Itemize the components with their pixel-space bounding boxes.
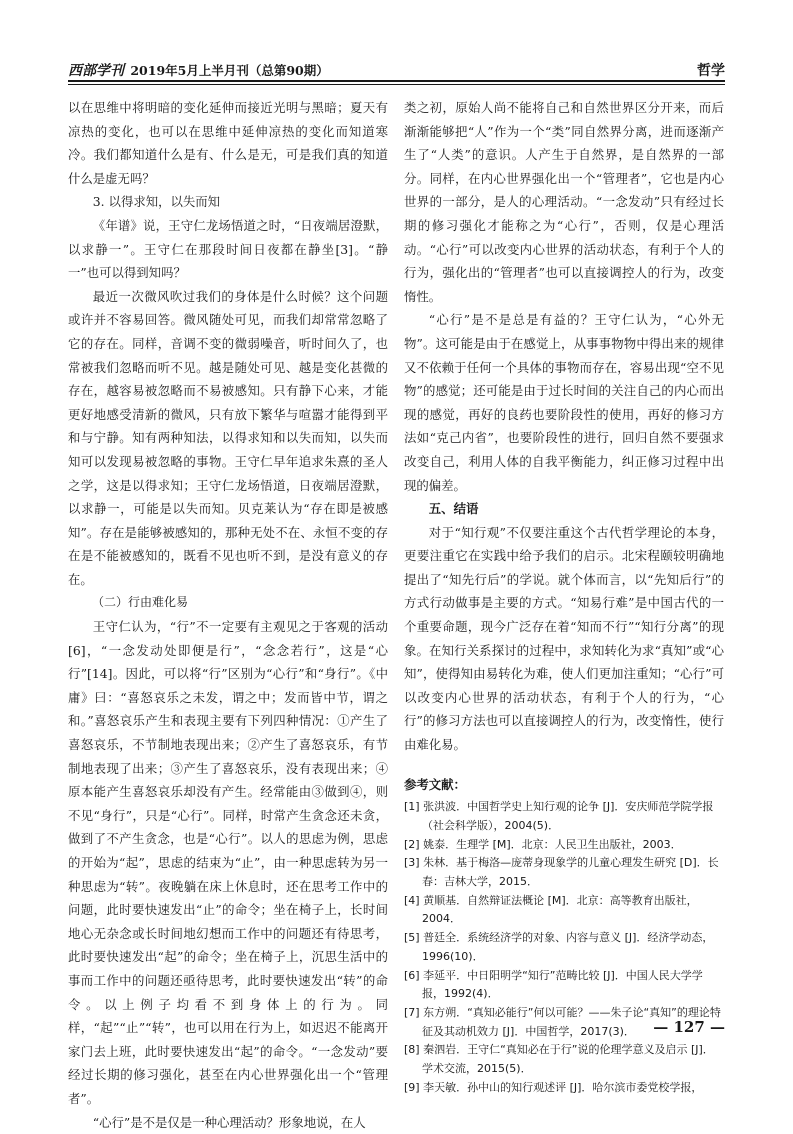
paragraph: “心行”是不是仅是一种心理活动？形象地说，在人 xyxy=(92,1114,366,1130)
reference-item: [8] 秦泗岩．王守仁“真知必在于行”说的伦理学意义及启示 [J]．学术交流，2015(5)． xyxy=(404,1043,714,1076)
issue-info: 2019年5月上半月刊（总第90期） xyxy=(130,63,329,78)
paragraph: 类之初，原始人尚不能将自己和自然世界区分开来，而后渐渐能够把“人”作为一个“类”同自然界分离，进而逐渐产生了“人类”的意识。人产生于自然界，是自然界的一部分。同样，在内心世界强化出一个“管理者”，它也是内心世界的一部分，是人的心理活动。“一念发动”只有经过长期的修习强化才能称之为“心行”，否则，仅是心理活动。“心行”可以改变内心世界的活动状态，有利于个人的行为，强化出的“管理者”也可以直接调控人的行为，改变惰性。 xyxy=(404,100,724,304)
reference-item: [1] 张洪波．中国哲学史上知行观的论争 [J]．安庆师范学院学报（社会科学版），2004(5)． xyxy=(404,800,714,832)
section-heading: 3. 以得求知，以失而知 xyxy=(92,194,221,210)
reference-item: [5] 普廷全．系统经济学的对象、内容与意义 [J]．经济学动态，1996(10)． xyxy=(404,931,714,963)
paragraph: 《年谱》说，王守仁龙场悟道之时，“日夜端居澄默，以求静一”。王守仁在那段时间日夜都在静坐[3]。“静一”也可以得到知吗？ xyxy=(68,217,388,281)
paragraph: 王守仁认为，“行”不一定要有主观见之于客观的活动[6]，“一念发动处即便是行”，“念念若行”，这是“心行”[14]。因此，可以将“行”区别为“心行”和“身行”。《中庸》曰：“喜怒哀乐之未发，谓之中；发而皆中节，谓之和。”喜怒哀乐产生和表现主要有下列四种情况：①产生了喜怒哀乐，不节制地表现出来；②产生了喜怒哀乐，有节制地表现了出来；③产生了喜怒哀乐，没有表现出来；④原本能产生喜怒哀乐却没有产生。经常能由③做到④，则不见“身行”，只是“心行”。同样，时常产生贪念还未贪，做到了不产生贪念，也是“心行”。以人的思虑为例，思虑的开始为“起”，思虑的结束为“止”，由一种思虑转为另一种思虑为“转”。夜晚躺在床上休息时，还在思考工作中的问题，此时要快速发出“止”的命令；坐在椅子上，长时间地心无杂念或长时间地幻想而工作中的问题还有待思考，此时要快速发出“起”的命令；坐在椅子上，沉思生活中的事而工作中的问题还亟待思考，此时要快速发出“转”的命令。以上例子均看不到身体上的行为。同样，“起”“止”“转”，也可以用在行为上，如迟迟不能离开家门去上班，此时要快速发出“起”的命令。“一念发动”要经过长期的修习强化，甚至在内心世界强化出一个“管理者”。 xyxy=(68,619,388,1106)
reference-item: [6] 李延平．中日阳明学“知行”范畴比较 [J]．中国人民大学学报，1992(4)． xyxy=(404,968,703,1001)
journal-name: 西部学刊 xyxy=(68,63,124,79)
section-heading: 五、结语 xyxy=(428,501,479,517)
paragraph: 以在思维中将明暗的变化延伸而接近光明与黑暗；夏天有凉热的变化，也可以在思维中延伸凉热的变化而知道寒冷。我们都知道什么是有、什么是无，可是我们真的知道什么是虚无吗？ xyxy=(68,100,388,186)
reference-item: [2] 姚泰．生理学 [M]．北京：人民卫生出版社，2003． xyxy=(404,837,682,851)
reference-item: [9] 李天敏．孙中山的知行观述评 [J]．哈尔滨市委党校学报， xyxy=(404,1080,703,1094)
subsection-heading: （二）行由难化易 xyxy=(92,595,189,610)
reference-item: [7] 东方朔．“真知必能行”何以可能？——朱子论“真知”的理论特征及其动机效力 [J]．中国哲学，2017(3)． xyxy=(404,1005,721,1038)
running-header xyxy=(68,58,725,80)
paragraph: 最近一次微风吹过我们的身体是什么时候？这个问题或许并不容易回答。微风随处可见，而我们却常常忽略了它的存在。同样，音调不变的微弱噪音，听时间久了，也常被我们忽略而听不见。越是随处可见、越是变化甚微的存在，越容易被忽略而不易被感知。只有静下心来，才能更好地感受清新的微风，只有放下繁华与喧嚣才能得到平和与宁静。知有两种知法，以得求知和以失而知，以失而知可以发现易被忽略的事物。王守仁早年追求朱熹的圣人之学，这是以得求知；王守仁龙场悟道，日夜端居澄默，以求静一，可能是以失而知。贝克莱认为“存在即是被感知”。存在是能够被感知的，那种无处不在、永恒不变的存在是不能被感知的，既看不见也听不到，是没有意义的存在。 xyxy=(68,288,388,587)
reference-item: [3] 朱林．基于梅洛—庞蒂身现象学的儿童心理发生研究 [D]．长春：吉林大学，2015． xyxy=(404,856,719,889)
right-column xyxy=(404,96,724,1097)
right-column-body xyxy=(404,96,724,757)
paragraph: 对于“知行观”不仅要注重这个古代哲学理论的本身，更要注重它在实践中给予我们的启示。北宋程颐较明确地提出了“知先行后”的学说。就个体而言，以“先知后行”的方式行动做事是主要的方式。“知易行难”是中国古代的一个重要命题，现今广泛存在着“知而不行”“知行分离”的现象。在知行关系探讨的过程中，求知转化为求“真知”或“心知”，使得知由易转化为难，使人们更加注重知；“心行”可以改变内心世界的活动状态，有利于个人的行为，“心行”的修习方法也可以直接调控人的行为，改变惰性，使行由难化易。 xyxy=(404,524,724,753)
left-column xyxy=(68,96,388,1134)
reference-item: [4] 黄顺基．自然辩证法概论 [M]．北京：高等教育出版社，2004． xyxy=(404,893,698,926)
header-left xyxy=(68,60,329,80)
header-rule-thick xyxy=(68,80,725,82)
page-number: — 127 — xyxy=(653,1018,725,1036)
references-list xyxy=(404,798,724,1097)
paragraph: “心行”是不是总是有益的？王守仁认为，“心外无物”。这可能是由于在感觉上，从事事物物中得出来的规律又不依赖于任何一个具体的事物而存在，容易出现“空不见物”的感觉；还可能是由于过长时间的关注自己的内心而出现的感觉，再好的良药也要阶段性的使用，再好的修习方法如“克己内省”，也要阶段性的进行，回归自然不要强求改变自己，利用人体的自我平衡能力，纠正修习过程中出现的偏差。 xyxy=(404,312,724,493)
references-title: 参考文献： xyxy=(404,776,466,792)
header-rule-thin xyxy=(68,84,725,85)
section-name: 哲学 xyxy=(697,63,725,79)
